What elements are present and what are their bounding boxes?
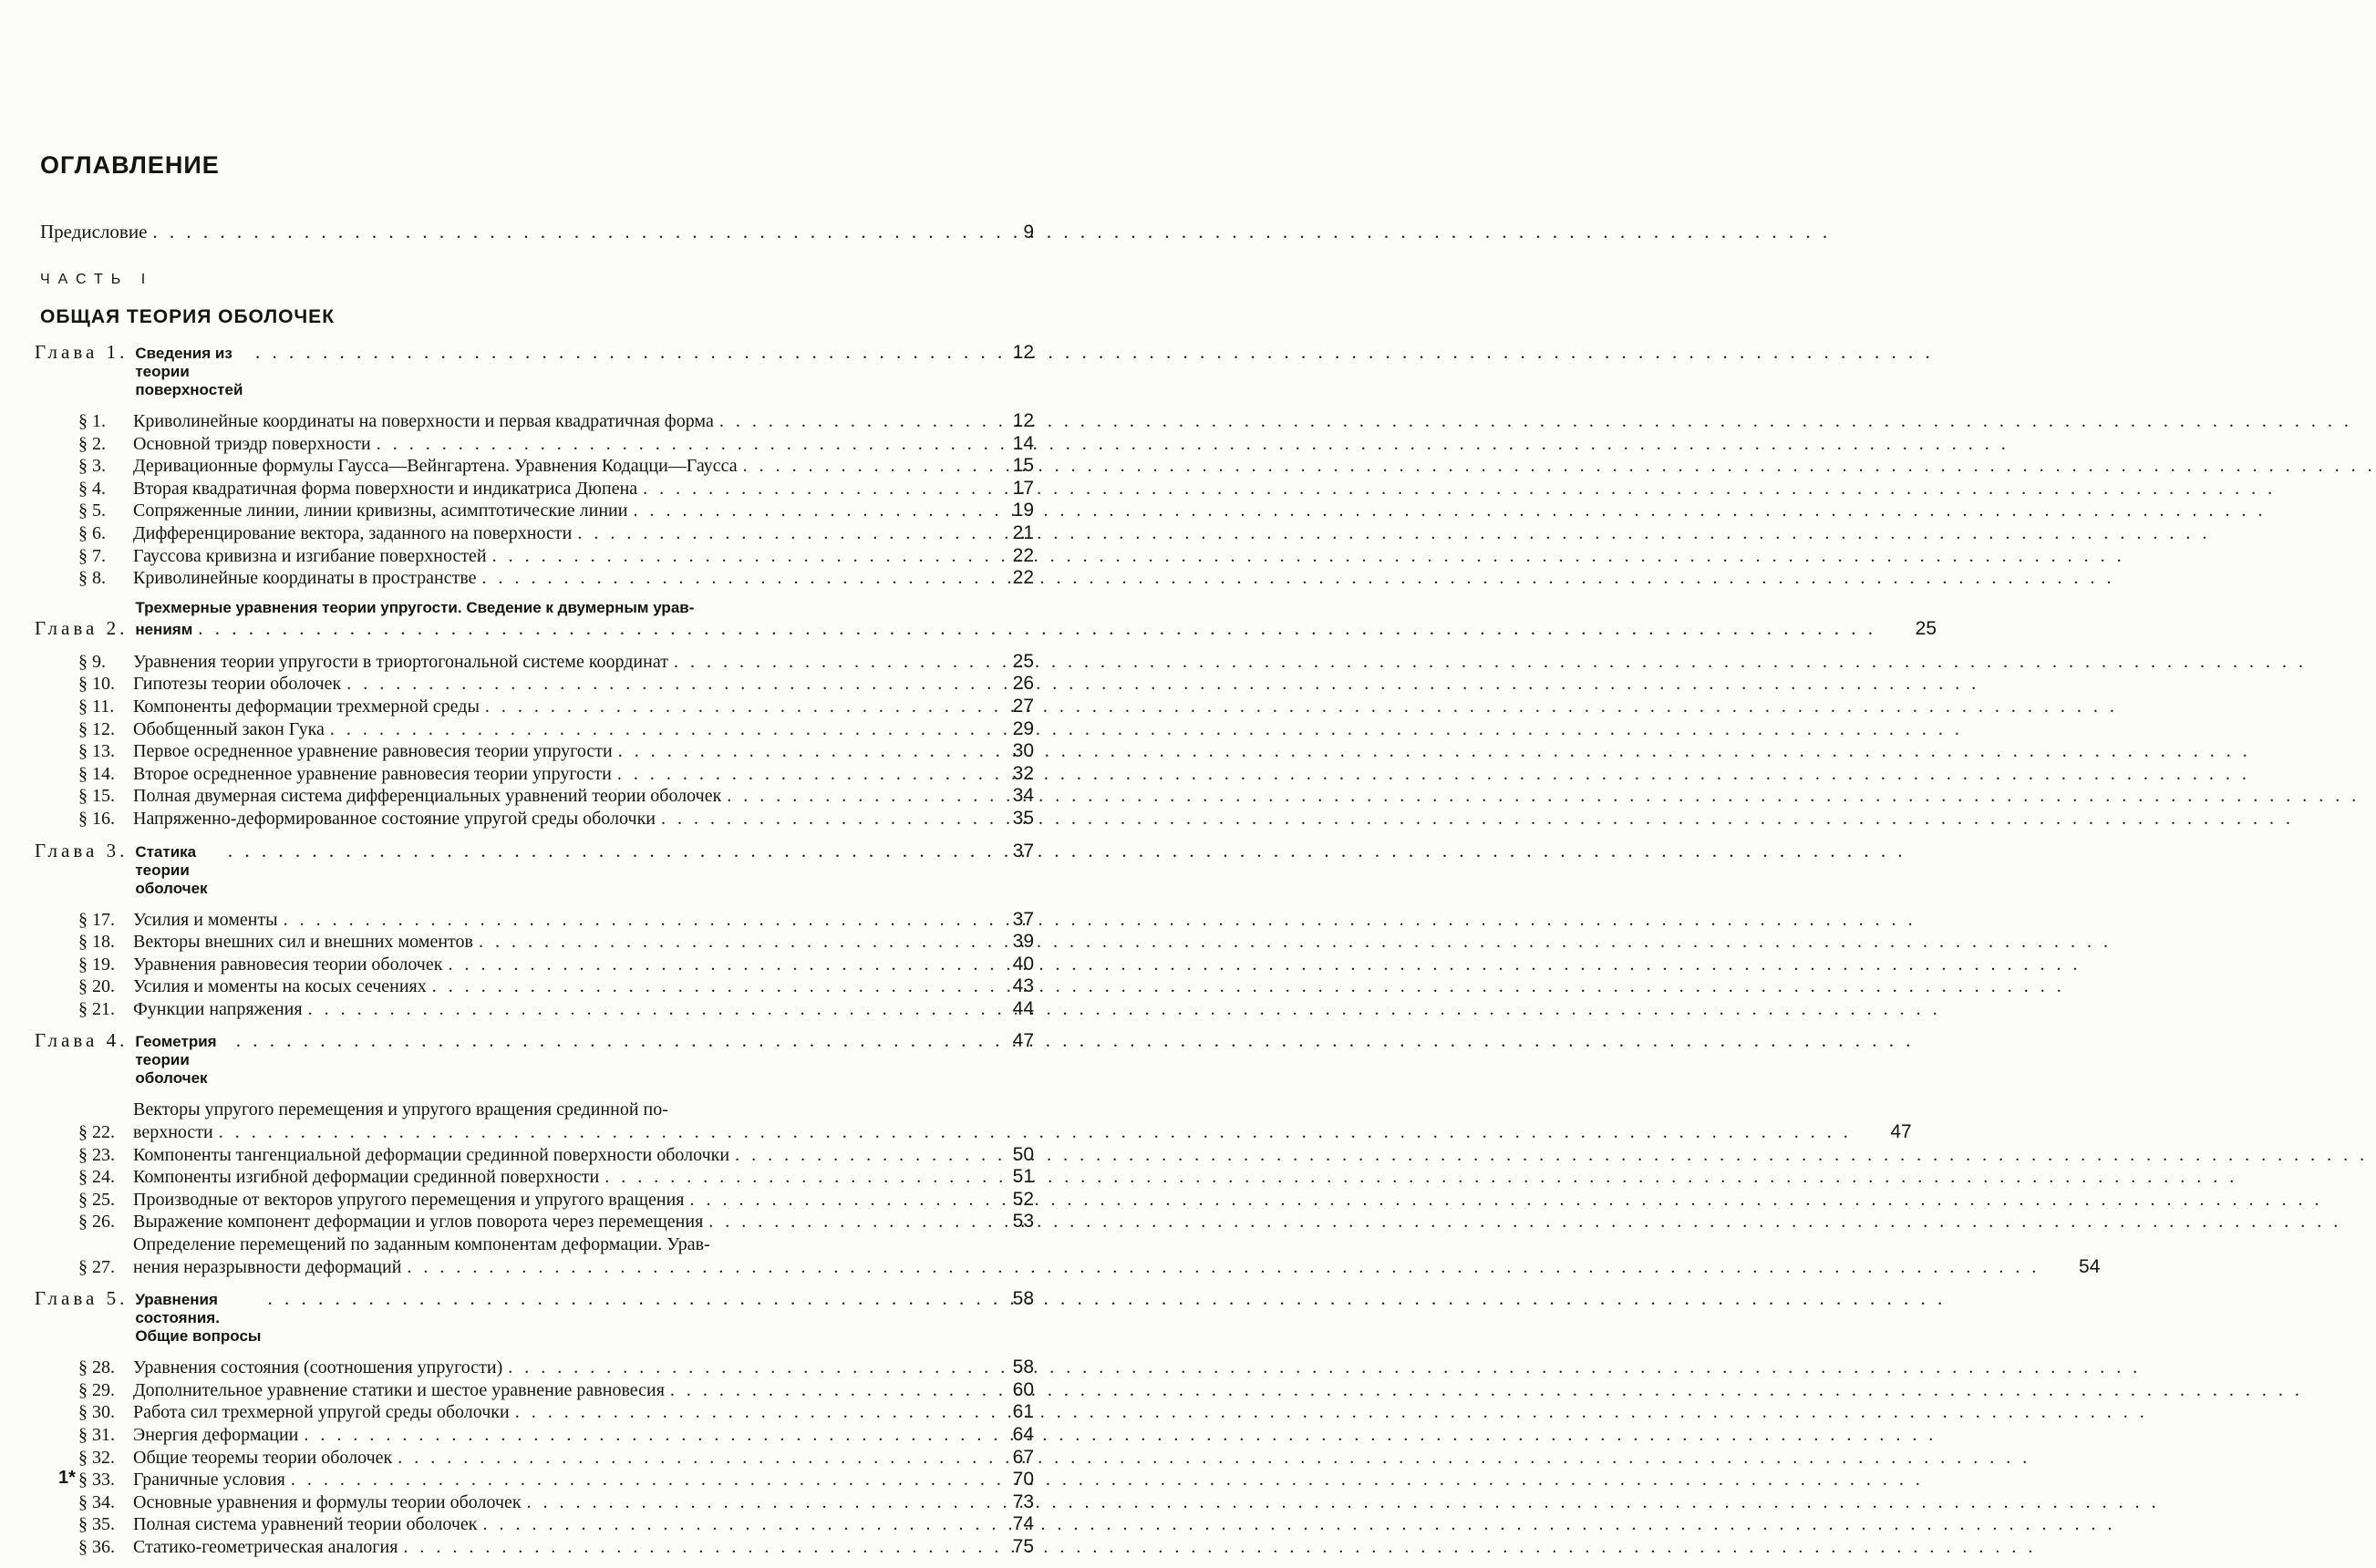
- chapter-page: 12: [1012, 342, 1034, 363]
- section-entry: [78, 567, 1034, 590]
- section-page: 17: [1012, 477, 1034, 499]
- section-title: Гипотезы теории оболочек: [133, 674, 342, 695]
- section-title: Общие теоремы теории оболочек: [133, 1447, 393, 1468]
- leader-dots: [407, 1256, 2040, 1279]
- section-number: § 32.: [78, 1447, 115, 1468]
- section-page: 73: [1012, 1491, 1034, 1512]
- section-entry: [78, 808, 1034, 830]
- section-page: 22: [1012, 567, 1034, 589]
- leader-dots: [152, 221, 974, 243]
- section-page: 27: [1012, 695, 1034, 717]
- leader-dots: [228, 840, 974, 862]
- leader-dots: [284, 909, 974, 932]
- section-number: § 2.: [78, 433, 106, 454]
- section-entry: [78, 975, 1034, 998]
- leader-dots: [727, 785, 974, 808]
- section-title: Компоненты изгибной деформации срединной поверхности: [133, 1167, 600, 1188]
- section-title-continuation: [133, 1121, 1857, 1144]
- section-entry: [78, 651, 1034, 674]
- section-number: § 23.: [78, 1144, 115, 1165]
- section-title: Компоненты деформации трехмерной среды: [133, 696, 480, 717]
- section-title: Функции напряжения: [133, 998, 303, 1019]
- section-entry: [78, 909, 1034, 932]
- section-page: 53: [1012, 1211, 1034, 1233]
- section-title: Основные уравнения и формулы теории оболочек: [133, 1491, 522, 1512]
- section-number: § 13.: [78, 741, 115, 762]
- section-page: 74: [1012, 1513, 1034, 1535]
- chapter-label: Глава 2.: [35, 616, 129, 639]
- section-page: 21: [1012, 521, 1034, 543]
- section-page: 15: [1012, 455, 1034, 477]
- section-title: Криволинейные координаты в пространстве: [133, 568, 477, 589]
- leader-dots: [674, 651, 974, 674]
- section-entry: [78, 763, 1034, 786]
- section-page: 61: [1012, 1401, 1034, 1423]
- section-entry: [78, 1189, 1034, 1212]
- leader-dots: [482, 1513, 974, 1536]
- section-title-cont: верхности: [133, 1122, 213, 1143]
- section-page: 47: [1890, 1121, 1912, 1143]
- chapter-label: Глава 4.: [35, 1029, 129, 1052]
- section-page: 64: [1012, 1424, 1034, 1445]
- section-page: 35: [1012, 807, 1034, 829]
- section-title: Векторы внешних сил и внешних моментов: [133, 932, 473, 953]
- section-title: Усилия и моменты на косых сечениях: [133, 976, 427, 997]
- leader-dots: [448, 954, 974, 976]
- leader-dots: [304, 1424, 974, 1447]
- signature-mark: 1*: [58, 1468, 76, 1488]
- leader-dots: [735, 1144, 974, 1167]
- leader-dots: [743, 455, 974, 478]
- chapter-heading: [35, 1287, 1034, 1346]
- section-entry: [78, 696, 1034, 718]
- part-label: ЧАСТЬ I: [40, 272, 154, 287]
- section-number: § 7.: [78, 545, 106, 566]
- chapter-entry: [35, 1287, 1034, 1558]
- section-number: § 36.: [78, 1536, 115, 1557]
- section-title: Полная двумерная система дифференциальных уравнений теории оболочек: [133, 786, 722, 807]
- leader-dots: [308, 998, 974, 1021]
- leader-dots: [219, 1121, 1852, 1144]
- leader-dots: [527, 1491, 974, 1514]
- section-page: 67: [1012, 1446, 1034, 1468]
- leader-dots: [508, 1357, 974, 1379]
- section-number: § 35.: [78, 1514, 115, 1535]
- chapter-entry: [35, 341, 1034, 590]
- section-number: § 24.: [78, 1167, 115, 1188]
- leader-dots: [255, 341, 974, 364]
- section-number: § 34.: [78, 1491, 115, 1512]
- chapter-title: Геометрия теории оболочек: [135, 1033, 217, 1088]
- section-number: § 8.: [78, 568, 106, 589]
- section-title: Дополнительное уравнение статики и шестое уравнение равновесия: [133, 1379, 665, 1400]
- chapter-label: Глава 5.: [35, 1287, 129, 1310]
- section-page: 37: [1012, 908, 1034, 930]
- section-entry: [78, 718, 1034, 741]
- section-entry: [78, 1099, 1912, 1143]
- section-number: § 1.: [78, 411, 106, 431]
- section-title: Сопряженные линии, линии кривизны, асимптотические линии: [133, 500, 628, 521]
- section-title: Первое осредненное уравнение равновесия теории упругости: [133, 741, 613, 762]
- section-entry: [78, 1469, 1034, 1491]
- leader-dots: [617, 763, 974, 786]
- section-page: 58: [1012, 1357, 1034, 1378]
- section-title: Обобщенный закон Гука: [133, 718, 325, 739]
- leader-dots: [690, 1189, 974, 1212]
- section-number: § 22.: [78, 1122, 115, 1143]
- section-page: 54: [2079, 1255, 2101, 1277]
- section-page: 29: [1012, 717, 1034, 739]
- section-number: § 26.: [78, 1212, 115, 1233]
- section-number: § 28.: [78, 1357, 115, 1378]
- section-list: [78, 1099, 2101, 1278]
- leader-dots: [708, 1211, 974, 1233]
- section-title: Энергия деформации: [133, 1425, 299, 1445]
- leader-dots: [719, 410, 974, 433]
- chapter-label: Глава 3.: [35, 839, 129, 861]
- section-number: § 14.: [78, 763, 115, 784]
- section-list: [78, 909, 1034, 1021]
- section-title: Гауссова кривизна и изгибание поверхностей: [133, 545, 487, 566]
- section-number: § 19.: [78, 954, 115, 975]
- leader-dots: [267, 1287, 974, 1310]
- chapter-label: Глава 1.: [35, 341, 129, 363]
- section-page: 25: [1012, 650, 1034, 672]
- chapter-title: Статика теории оболочек: [135, 842, 208, 897]
- section-number: § 11.: [78, 696, 115, 717]
- section-entry: [78, 500, 1034, 522]
- section-entry: [78, 931, 1034, 954]
- section-number: § 27.: [78, 1256, 115, 1277]
- section-list: [78, 1357, 1034, 1558]
- leader-dots: [198, 617, 1876, 640]
- chapter-title-continuation: [135, 617, 1882, 640]
- section-title: Работа сил трехмерной упругой среды оболочки: [133, 1402, 510, 1423]
- chapter-heading: [35, 341, 1034, 399]
- section-number: § 6.: [78, 522, 106, 543]
- section-page: 12: [1012, 410, 1034, 431]
- section-list: [78, 651, 1034, 830]
- section-title: Второе осредненное уравнение равновесия теории упругости: [133, 763, 612, 784]
- section-entry: [78, 1536, 1034, 1559]
- section-title: Уравнения равновесия теории оболочек: [133, 954, 443, 975]
- section-title: Производные от векторов упругого перемещения и упругого вращения: [133, 1189, 685, 1210]
- chapter-heading: [35, 840, 1034, 898]
- section-title: Векторы упругого перемещения и упругого вращения срединной по-: [133, 1099, 668, 1120]
- section-title: Дифференцирование вектора, заданного на поверхности: [133, 522, 573, 543]
- leader-dots: [515, 1401, 974, 1424]
- section-number: § 5.: [78, 500, 106, 521]
- section-number: § 3.: [78, 456, 106, 477]
- chapter-title: Сведения из теории поверхностей: [135, 345, 243, 398]
- section-page: 44: [1012, 997, 1034, 1019]
- section-entry: [78, 954, 1034, 976]
- leader-dots: [577, 522, 974, 545]
- section-page: 50: [1012, 1143, 1034, 1165]
- preface-page: 9: [1023, 222, 1034, 242]
- section-page: 51: [1012, 1166, 1034, 1188]
- section-page: 75: [1012, 1535, 1034, 1557]
- chapter-page: 58: [1012, 1288, 1034, 1310]
- section-number: § 31.: [78, 1425, 115, 1445]
- section-title: Вторая квадратичная форма поверхности и индикатриса Дюпена: [133, 478, 638, 499]
- preface-entry: [40, 221, 1034, 243]
- leader-dots: [492, 545, 974, 568]
- section-number: § 16.: [78, 808, 115, 829]
- leader-dots: [432, 975, 974, 998]
- chapter-title: Уравнения состояния. Общие вопросы: [135, 1291, 262, 1346]
- section-page: 39: [1012, 931, 1034, 953]
- leader-dots: [604, 1166, 974, 1189]
- section-entry: [78, 1401, 1034, 1424]
- section-page: 32: [1012, 762, 1034, 784]
- section-entry: [78, 1424, 1034, 1447]
- leader-dots: [485, 696, 974, 718]
- section-page: 40: [1012, 953, 1034, 975]
- chapter-page: 25: [1915, 617, 1937, 639]
- section-entry: [78, 1144, 1034, 1167]
- section-list: [78, 410, 1034, 590]
- leader-dots: [633, 500, 974, 522]
- section-entry: [78, 673, 1034, 696]
- section-entry: [78, 433, 1034, 456]
- leader-dots: [346, 673, 974, 696]
- chapter-title-block: [135, 599, 1882, 640]
- chapter-page: 47: [1012, 1030, 1034, 1052]
- section-page: 19: [1012, 500, 1034, 521]
- section-number: § 9.: [78, 651, 106, 672]
- section-entry: [78, 998, 1034, 1021]
- section-entry: [78, 785, 1034, 808]
- section-page: 52: [1012, 1188, 1034, 1210]
- section-title: Основной триэдр поверхности: [133, 433, 371, 454]
- section-number: § 18.: [78, 932, 115, 953]
- section-entry: [78, 1379, 1034, 1402]
- leader-dots: [618, 740, 974, 763]
- section-number: § 12.: [78, 718, 115, 739]
- section-title-continuation: [133, 1256, 2045, 1279]
- leader-dots: [670, 1379, 974, 1402]
- chapter-title: Трехмерные уравнения теории упругости. Сведение к двумерным урав-: [135, 598, 695, 616]
- leader-dots: [403, 1536, 974, 1559]
- section-title: Полная система уравнений теории оболочек: [133, 1514, 478, 1535]
- section-title: Деривационные формулы Гаусса—Вейнгартена. Уравнения Кодацци—Гаусса: [133, 456, 738, 477]
- leader-dots: [482, 567, 974, 590]
- chapter-heading: [35, 598, 1937, 640]
- section-page: 70: [1012, 1469, 1034, 1491]
- section-entry: [78, 478, 1034, 500]
- section-title-block: [133, 1233, 2045, 1278]
- section-number: § 33.: [78, 1470, 115, 1491]
- section-title: Уравнения теории упругости в триортогональной системе координат: [133, 651, 668, 672]
- section-title: Уравнения состояния (соотношения упругости): [133, 1357, 503, 1378]
- section-entry: [78, 545, 1034, 568]
- chapter-heading: [35, 1029, 1034, 1088]
- chapter-list: [35, 341, 2101, 1568]
- leader-dots: [398, 1447, 974, 1470]
- section-entry: [78, 1447, 1034, 1470]
- section-number: § 17.: [78, 909, 115, 930]
- leader-dots: [377, 433, 974, 456]
- part-title: ОБЩАЯ ТЕОРИЯ ОБОЛОЧЕК: [40, 306, 336, 327]
- section-number: § 29.: [78, 1379, 115, 1400]
- section-entry: [78, 410, 1034, 433]
- section-entry: [78, 740, 1034, 763]
- section-page: 43: [1012, 975, 1034, 997]
- section-page: 34: [1012, 785, 1034, 807]
- chapter-title-cont: нениям: [135, 620, 193, 638]
- section-page: 60: [1012, 1378, 1034, 1400]
- section-entry: [78, 1491, 1034, 1514]
- section-title: Напряженно-деформированное состояние упругой среды оболочки: [133, 808, 656, 829]
- leader-dots: [479, 931, 974, 954]
- section-entry: [78, 1166, 1034, 1189]
- chapter-entry: [35, 1029, 2101, 1278]
- section-title: Граничные условия: [133, 1470, 285, 1491]
- section-entry: [78, 522, 1034, 545]
- section-title: Выражение компонент деформации и углов поворота через перемещения: [133, 1212, 704, 1233]
- chapter-page: 37: [1012, 840, 1034, 861]
- section-title-cont: нения неразрывности деформаций: [133, 1256, 402, 1277]
- leader-dots: [236, 1029, 974, 1052]
- preface-title: Предисловие: [40, 221, 148, 242]
- section-page: 14: [1012, 432, 1034, 454]
- section-title: Компоненты тангенциальной деформации срединной поверхности оболочки: [133, 1144, 730, 1165]
- section-entry: [78, 455, 1034, 478]
- section-entry: [78, 1513, 1034, 1536]
- section-title-block: [133, 1099, 1857, 1143]
- section-number: § 10.: [78, 674, 115, 695]
- section-number: § 30.: [78, 1402, 115, 1423]
- section-title: Усилия и моменты: [133, 909, 278, 930]
- section-number: § 25.: [78, 1189, 115, 1210]
- section-number: § 21.: [78, 998, 115, 1019]
- section-entry: [78, 1233, 2101, 1278]
- leader-dots: [330, 718, 974, 741]
- chapter-entry: [35, 840, 1034, 1021]
- section-title: Криволинейные координаты на поверхности и первая квадратичная форма: [133, 411, 714, 431]
- section-number: § 4.: [78, 478, 106, 499]
- page-title: ОГЛАВЛЕНИЕ: [40, 151, 220, 179]
- leader-dots: [661, 808, 974, 830]
- section-page: 22: [1012, 544, 1034, 566]
- section-number: § 20.: [78, 976, 115, 997]
- section-entry: [78, 1357, 1034, 1379]
- section-number: § 15.: [78, 786, 115, 807]
- section-title: Статико-геометрическая аналогия: [133, 1536, 398, 1557]
- section-title: Определение перемещений по заданным компонентам деформации. Урав-: [133, 1234, 710, 1255]
- section-entry: [78, 1211, 1034, 1233]
- section-page: 30: [1012, 740, 1034, 762]
- leader-dots: [643, 478, 974, 500]
- leader-dots: [291, 1469, 974, 1491]
- chapter-entry: [35, 598, 1937, 830]
- section-page: 26: [1012, 673, 1034, 695]
